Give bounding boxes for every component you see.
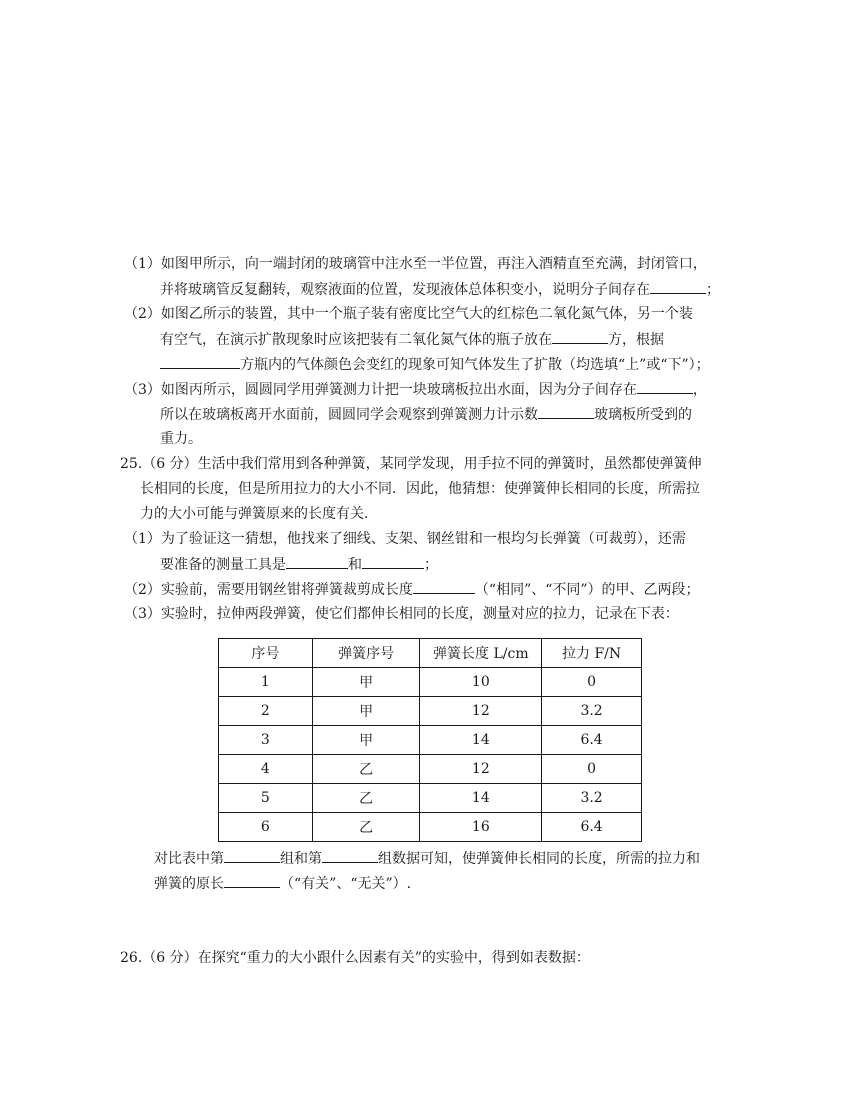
table-cell: 10 (420, 668, 542, 697)
table-cell: 2 (219, 697, 313, 726)
q25-part1-line2: 要准备的测量工具是 和 ； (160, 554, 438, 575)
table-cell: 3 (219, 726, 313, 755)
table-cell: 6.4 (542, 813, 642, 842)
table-cell: 乙 (312, 755, 420, 784)
table-row (219, 755, 642, 784)
table-cell: 14 (420, 784, 542, 813)
q25-part2: （2）实验前，需要用钢丝钳将弹簧裁剪成长度 （“相同”、“不同”）的甲、乙两段； (124, 579, 700, 600)
q24-part2-line3: 方瓶内的气体颜色会变红的现象可知气体发生了扩散（均选填“上”或“下”）； (160, 354, 710, 375)
table-row (219, 726, 642, 755)
answer-blank (286, 554, 348, 569)
table-cell: 甲 (312, 697, 420, 726)
table-cell: 甲 (312, 668, 420, 697)
answer-blank (160, 354, 240, 369)
table-header-row (219, 639, 642, 668)
table-cell: 4 (219, 755, 313, 784)
table-row (219, 784, 642, 813)
table-cell: 3.2 (542, 784, 642, 813)
table-cell: 6 (219, 813, 313, 842)
table-cell: 16 (420, 813, 542, 842)
q24-part3-line1: （3）如图丙所示，圆圆同学用弹簧测力计把一块玻璃板拉出水面，因为分子间存在 ， (124, 379, 707, 400)
table-header: 弹簧长度 L/cm (420, 639, 542, 668)
answer-blank (413, 579, 475, 594)
q25-conclusion-line2: 弹簧的原长 （“有关”、“无关”）. (154, 873, 411, 894)
table-row (219, 668, 642, 697)
q25-conclusion-line1: 对比表中第 组和第 组数据可知，使弹簧伸长相同的长度，所需的拉力和 (154, 848, 700, 869)
table-cell: 乙 (312, 813, 420, 842)
spring-data-table (218, 638, 642, 842)
table-header: 拉力 F/N (542, 639, 642, 668)
q24-part3-line3: 重力。 (160, 431, 202, 447)
answer-blank (322, 848, 378, 863)
table-cell: 乙 (312, 784, 420, 813)
table-cell: 0 (542, 668, 642, 697)
q25-intro-line1: 25.（6 分）生活中我们常用到各种弹簧，某同学发现，用手拉不同的弹簧时，虽然都使弹簧伸 (120, 456, 702, 472)
q25-intro-line2: 长相同的长度，但是所用拉力的大小不同．因此，他猜想：使弹簧伸长相同的长度，所需拉 (140, 481, 700, 497)
table-header: 序号 (219, 639, 313, 668)
q25-intro-line3: 力的大小可能与弹簧原来的长度有关． (140, 506, 378, 522)
answer-blank (552, 329, 608, 344)
table-cell: 0 (542, 755, 642, 784)
q25-part1-line1: （1）为了验证这一猜想，他找来了细线、支架、钢丝钳和一根均匀长弹簧（可裁剪），还需 (124, 531, 686, 547)
table-row (219, 813, 642, 842)
table-cell: 14 (420, 726, 542, 755)
answer-blank (224, 848, 280, 863)
table-row (219, 697, 642, 726)
answer-blank (362, 554, 424, 569)
table-cell: 3.2 (542, 697, 642, 726)
q25-part3: （3）实验时，拉伸两段弹簧，使它们都伸长相同的长度，测量对应的拉力，记录在下表： (124, 606, 679, 622)
q24-part2-line1: （2）如图乙所示的装置，其中一个瓶子装有密度比空气大的红棕色二氧化氮气体，另一个装 (124, 306, 693, 322)
answer-blank (650, 279, 706, 294)
table-cell: 12 (420, 697, 542, 726)
answer-blank (224, 873, 280, 888)
q26-intro: 26.（6 分）在探究“重力的大小跟什么因素有关”的实验中，得到如表数据： (120, 950, 590, 966)
table-cell: 12 (420, 755, 542, 784)
q24-part1-line1: （1）如图甲所示，向一端封闭的玻璃管中注水至一半位置，再注入酒精直至充满，封闭管口， (124, 256, 707, 272)
q24-part1-line2: 并将玻璃管反复翻转，观察液面的位置，发现液体总体积变小，说明分子间存在 ； (160, 279, 720, 300)
table-cell: 1 (219, 668, 313, 697)
table-header: 弹簧序号 (312, 639, 420, 668)
table-cell: 甲 (312, 726, 420, 755)
q24-part2-line2: 有空气，在演示扩散现象时应该把装有二氧化氮气体的瓶子放在 方，根据 (160, 329, 664, 350)
answer-blank (637, 379, 693, 394)
table-cell: 5 (219, 784, 313, 813)
table-cell: 6.4 (542, 726, 642, 755)
q24-part3-line2: 所以在玻璃板离开水面前，圆圆同学会观察到弹簧测力计示数 玻璃板所受到的 (160, 404, 692, 425)
answer-blank (538, 404, 594, 419)
